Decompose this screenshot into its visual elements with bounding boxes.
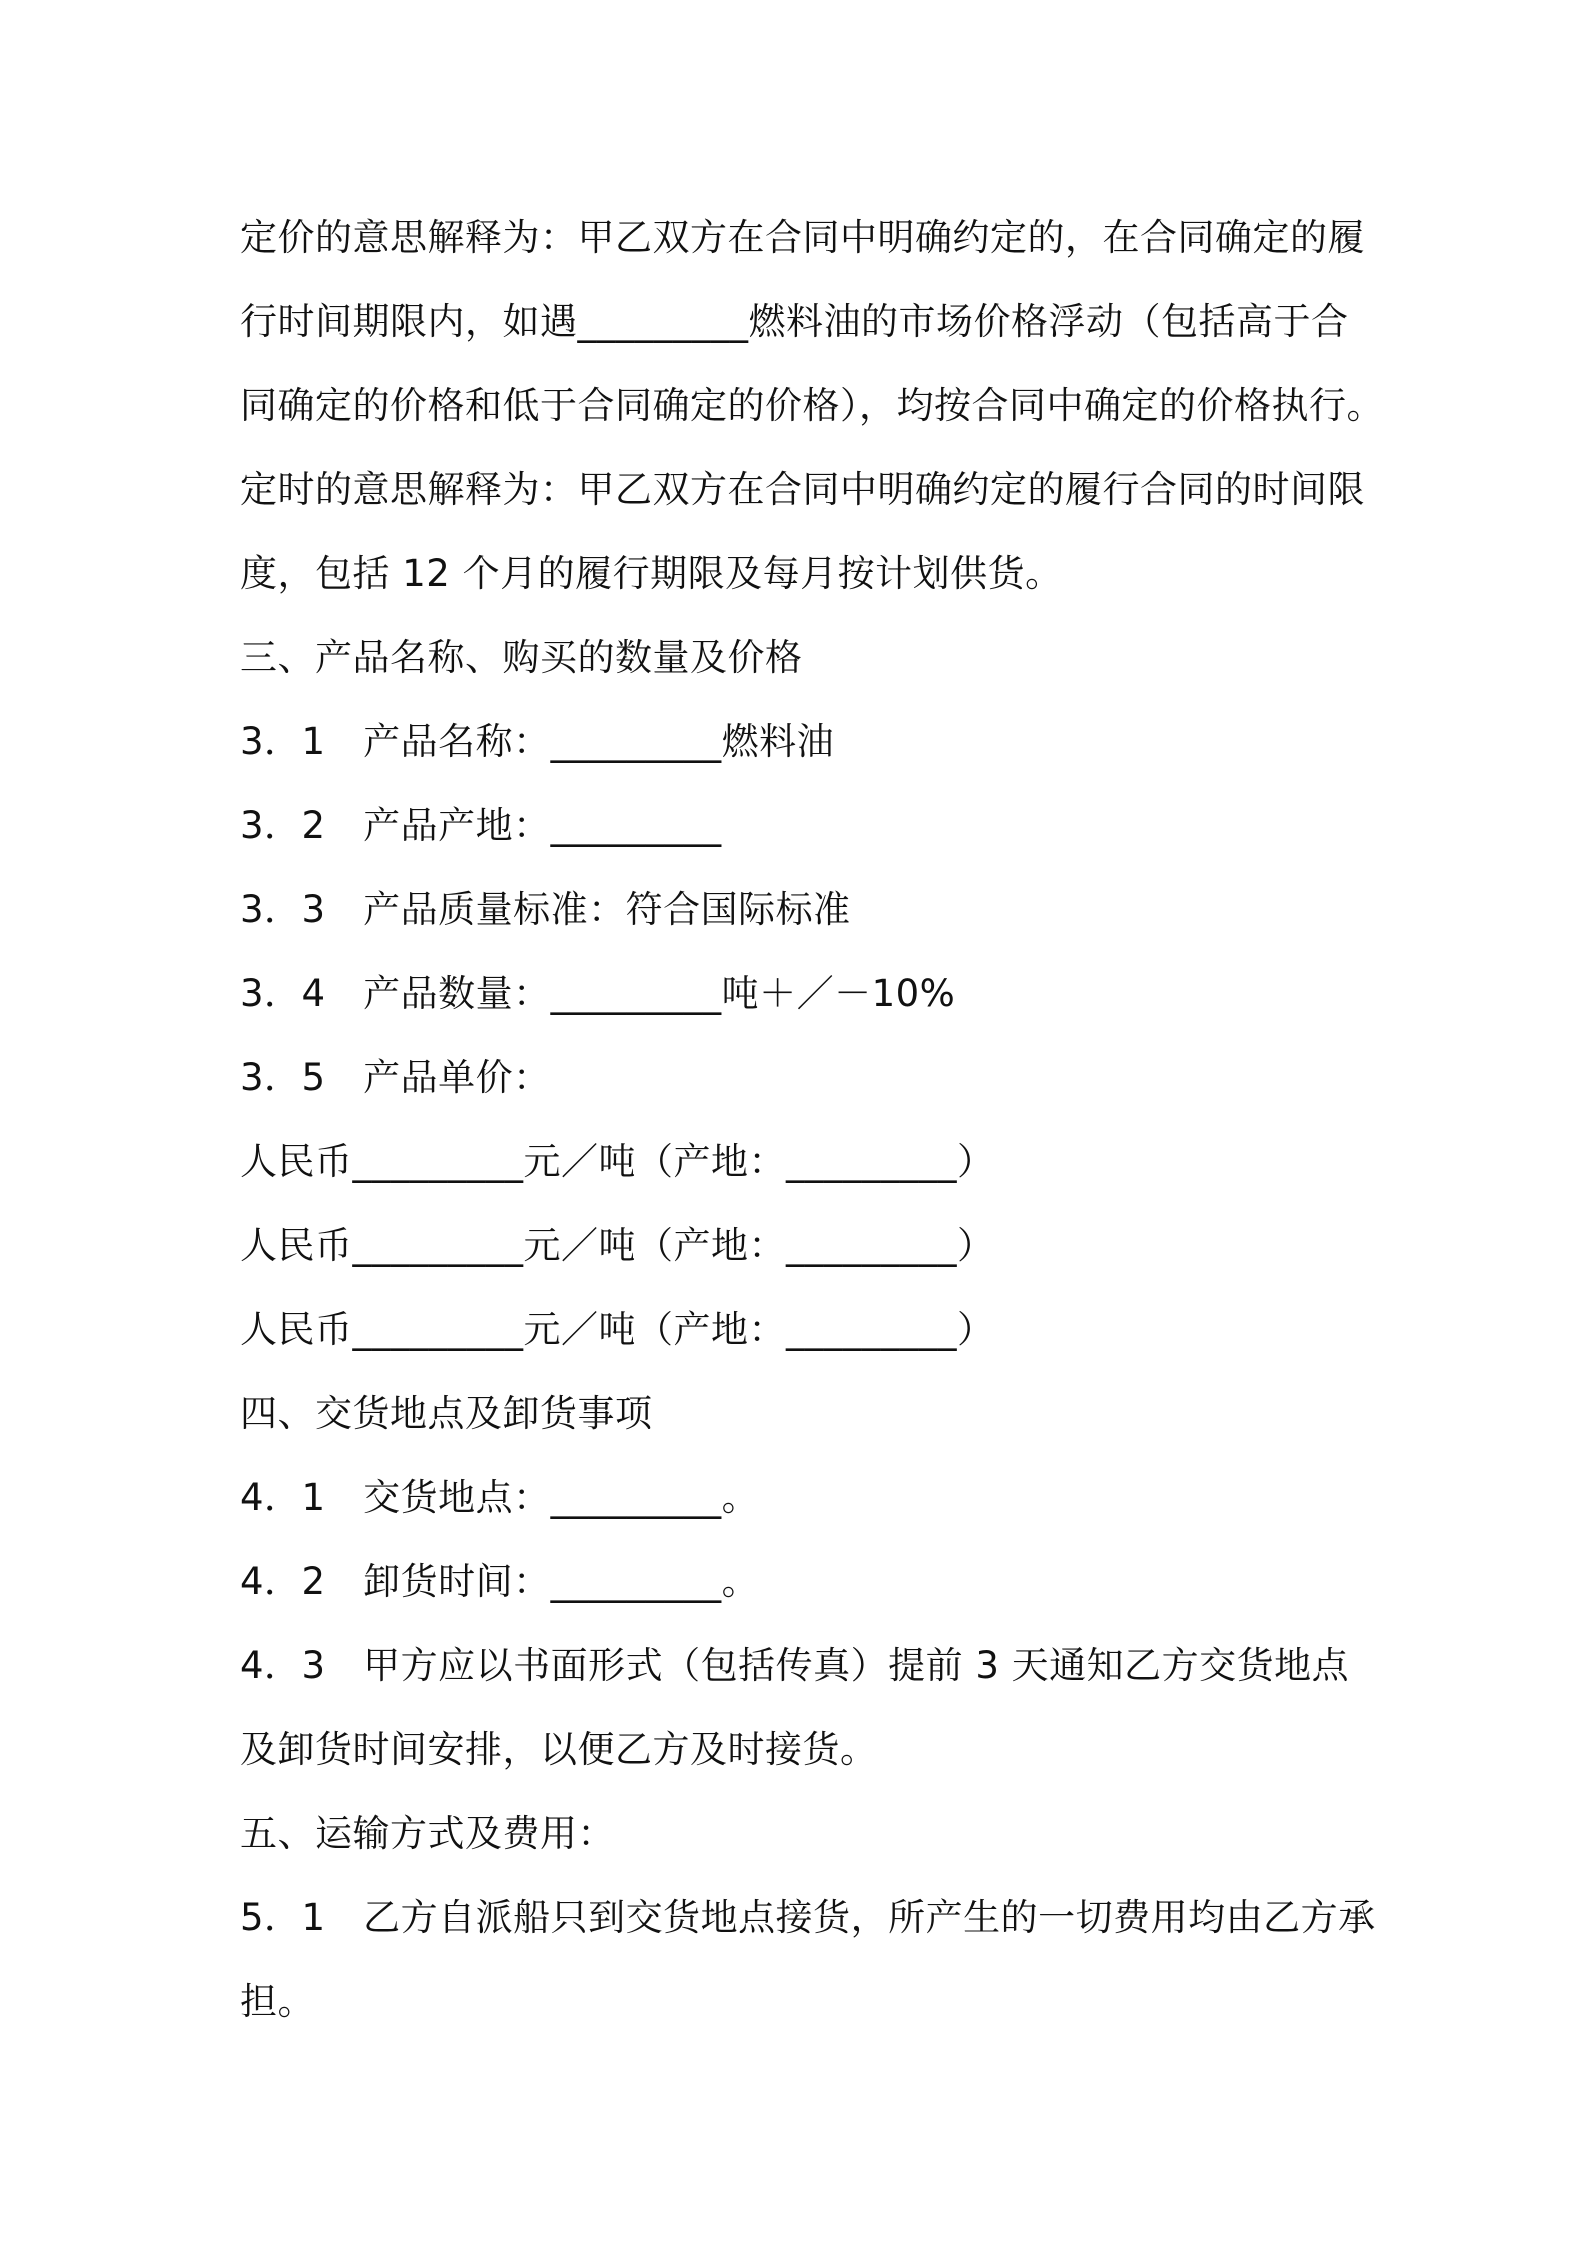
- clause-3-4-quantity: 3．4 产品数量：_________吨＋／－10%: [240, 972, 956, 1015]
- clause-3-1-product-name: 3．1 产品名称：_________燃料油: [240, 720, 835, 763]
- price-row-1: 人民币_________元／吨（产地：_________）: [240, 1140, 995, 1183]
- document-body: [240, 196, 1384, 2044]
- clause-5-1-shipping-line-1: 5．1 乙方自派船只到交货地点接货，所产生的一切费用均由乙方承: [240, 1896, 1376, 1939]
- price-row-2: 人民币_________元／吨（产地：_________）: [240, 1224, 995, 1267]
- paragraph-fixed-price-definition-line-3: 同确定的价格和低于合同确定的价格），均按合同中确定的价格执行。: [240, 384, 1384, 427]
- clause-5-1-shipping-line-2: 担。: [240, 1980, 315, 2023]
- clause-3-2-product-origin: 3．2 产品产地：_________: [240, 804, 722, 847]
- section-heading-delivery: 四、交货地点及卸货事项: [240, 1392, 653, 1435]
- clause-4-2-unloading-time: 4．2 卸货时间：_________。: [240, 1560, 760, 1603]
- section-heading-product: 三、产品名称、购买的数量及价格: [240, 636, 803, 679]
- paragraph-fixed-time-definition-line-2: 度，包括 12 个月的履行期限及每月按计划供货。: [240, 552, 1063, 595]
- clause-4-3-notice-line-2: 及卸货时间安排，以便乙方及时接货。: [240, 1728, 878, 1771]
- paragraph-fixed-price-definition-line-2: 行时间期限内，如遇_________燃料油的市场价格浮动（包括高于合: [240, 300, 1349, 343]
- section-heading-transport: 五、运输方式及费用：: [240, 1812, 615, 1855]
- paragraph-fixed-time-definition-line-1: 定时的意思解释为：甲乙双方在合同中明确约定的履行合同的时间限: [240, 468, 1365, 511]
- price-row-3: 人民币_________元／吨（产地：_________）: [240, 1308, 995, 1351]
- clause-3-5-unit-price: 3．5 产品单价：: [240, 1056, 551, 1099]
- clause-3-3-quality-standard: 3．3 产品质量标准：符合国际标准: [240, 888, 851, 931]
- clause-4-1-delivery-location: 4．1 交货地点：_________。: [240, 1476, 760, 1519]
- paragraph-fixed-price-definition-line-1: 定价的意思解释为：甲乙双方在合同中明确约定的，在合同确定的履: [240, 216, 1365, 259]
- clause-4-3-notice-line-1: 4．3 甲方应以书面形式（包括传真）提前 3 天通知乙方交货地点: [240, 1644, 1350, 1687]
